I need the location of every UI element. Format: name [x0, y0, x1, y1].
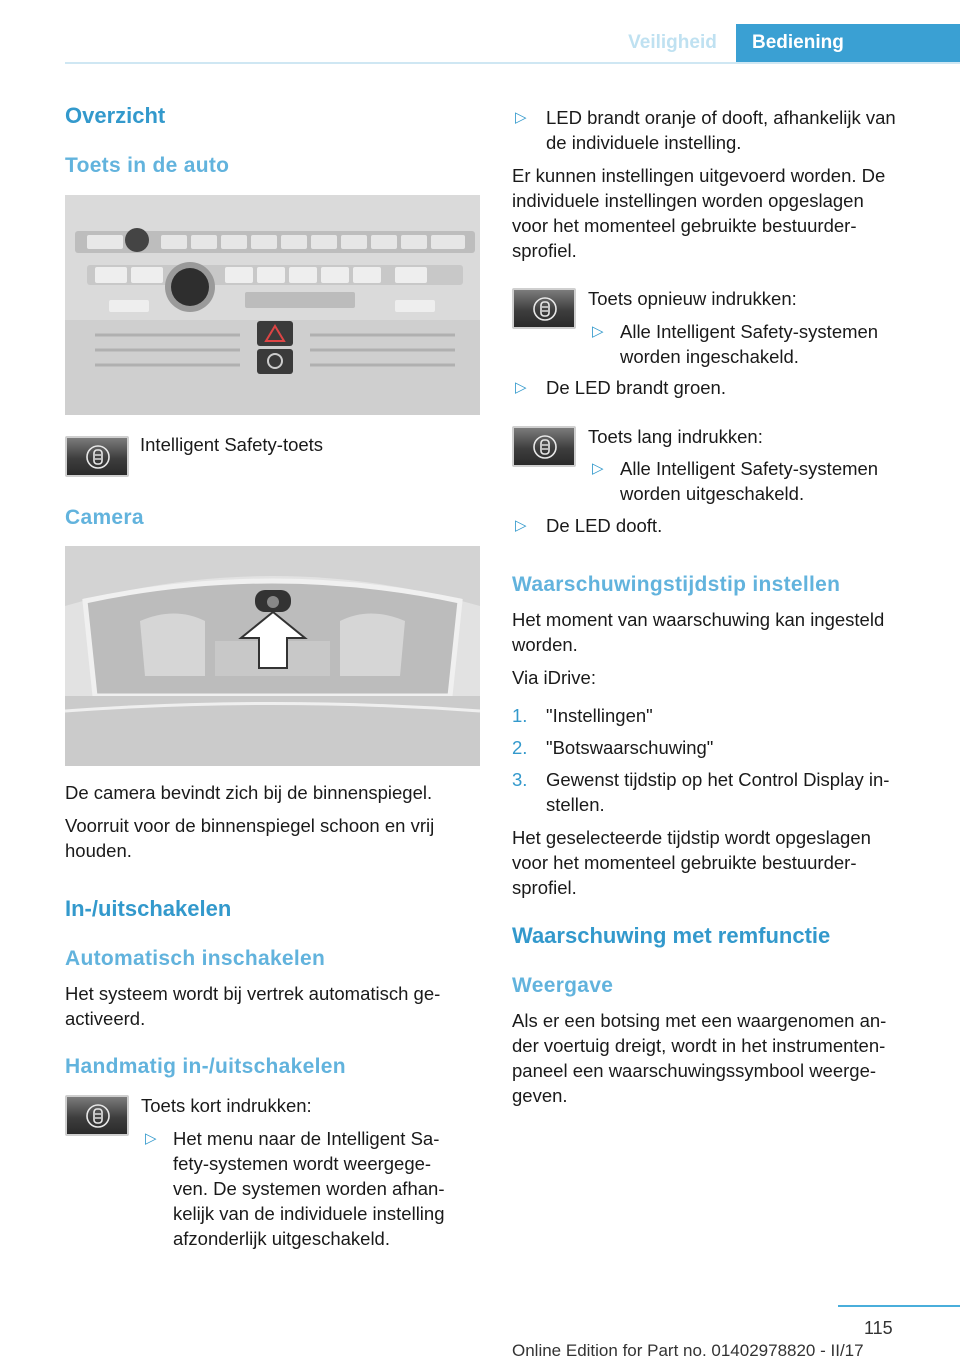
opnieuw-bullet-line-1: Alle Intelligent Safety-systemen	[620, 321, 879, 342]
intelligent-safety-button-image	[65, 436, 129, 477]
waarsch-line-1: Het moment van waarschuwing kan ingesteld	[512, 609, 885, 630]
step-1: "Instellingen"	[546, 705, 653, 726]
footer-edition: Online Edition for Part no. 01402978820 - II/17	[512, 1341, 864, 1360]
step-number: 3.	[512, 769, 528, 790]
heading-handmatig: Handmatig in-/uitschakelen	[65, 1055, 346, 1078]
heading-automatisch-inschakelen: Automatisch inschakelen	[65, 947, 326, 970]
tab-veiligheid[interactable]: Veiligheid	[628, 32, 717, 53]
kort-bullet-line-2: fety-systemen wordt weergege‐	[173, 1153, 432, 1174]
instellingen-line-4: sprofiel.	[512, 240, 577, 261]
waarsch-line-2: worden.	[512, 634, 578, 655]
step-number: 1.	[512, 705, 528, 726]
bullet-icon: ▷	[515, 109, 527, 126]
step-number: 2.	[512, 737, 528, 758]
heading-waarschuwing-remfunctie: Waarschuwing met remfunctie	[512, 923, 831, 948]
weergave-line-1: Als er een botsing met een waargenomen an‐	[512, 1010, 887, 1031]
via-idrive: Via iDrive:	[512, 667, 596, 688]
intelligent-safety-icon	[85, 444, 111, 470]
weergave-line-2: der voertuig dreigt, wordt in het instrumenten‐	[512, 1035, 886, 1056]
heading-overzicht: Overzicht	[65, 103, 166, 128]
footer-rule	[838, 1305, 960, 1307]
camera-paragraph-1: De camera bevindt zich bij de binnenspiegel.	[65, 782, 433, 803]
toets-kort-indrukken: Toets kort indrukken:	[141, 1095, 312, 1116]
bullet-icon: ▷	[515, 379, 527, 396]
intelligent-safety-icon	[532, 434, 558, 460]
led-bullet-line-2: de individuele instelling.	[546, 132, 742, 153]
lang-bullet-line-1: Alle Intelligent Safety-systemen	[620, 458, 879, 479]
intelligent-safety-button-image	[512, 426, 576, 467]
led-groen: De LED brandt groen.	[546, 377, 726, 398]
geselecteerd-line-1: Het geselecteerde tijdstip wordt opgeslagen	[512, 827, 871, 848]
photo-dashboard-buttons	[65, 195, 480, 415]
bullet-icon: ▷	[592, 460, 604, 477]
geselecteerd-line-2: voor het momenteel gebruikte bestuurder‐	[512, 852, 857, 873]
lang-bullet-line-2: worden uitgeschakeld.	[620, 483, 805, 504]
geselecteerd-line-3: sprofiel.	[512, 877, 577, 898]
weergave-line-3: paneel een waarschuwingssymbool weerge‐	[512, 1060, 877, 1081]
caption-intelligent-safety-toets: Intelligent Safety-toets	[140, 434, 324, 455]
kort-bullet-line-1: Het menu naar de Intelligent Sa‐	[173, 1128, 440, 1149]
heading-waarschuwingstijdstip: Waarschuwingstijdstip instellen	[512, 573, 841, 596]
heading-camera: Camera	[65, 506, 144, 529]
step-3-line-2: stellen.	[546, 794, 605, 815]
step-2: "Botswaarschuwing"	[546, 737, 714, 758]
tab-bediening[interactable]: Bediening	[736, 24, 960, 62]
bullet-icon: ▷	[145, 1130, 157, 1147]
intelligent-safety-icon	[85, 1103, 111, 1129]
page-number: 115	[864, 1318, 893, 1338]
heading-weergave: Weergave	[512, 974, 614, 997]
kort-bullet-line-5: afzonderlijk uitgeschakeld.	[173, 1228, 390, 1249]
intelligent-safety-button-image	[512, 288, 576, 329]
heading-in-uitschakelen: In-/uitschakelen	[65, 896, 232, 921]
auto-line-1: Het systeem wordt bij vertrek automatisch ge‐	[65, 983, 441, 1004]
weergave-line-4: geven.	[512, 1085, 568, 1106]
led-dooft: De LED dooft.	[546, 515, 663, 536]
intelligent-safety-button-image	[65, 1095, 129, 1136]
intelligent-safety-icon	[532, 296, 558, 322]
camera-paragraph-2-line-2: houden.	[65, 840, 132, 861]
auto-line-2: activeerd.	[65, 1008, 146, 1029]
instellingen-line-1: Er kunnen instellingen uitgevoerd worden. De	[512, 165, 886, 186]
toets-lang-indrukken: Toets lang indrukken:	[588, 426, 763, 447]
camera-paragraph-2-line-1: Voorruit voor de binnenspiegel schoon en vrij	[65, 815, 435, 836]
kort-bullet-line-3: ven. De systemen worden afhan‐	[173, 1178, 445, 1199]
opnieuw-bullet-line-2: worden ingeschakeld.	[620, 346, 799, 367]
heading-toets-in-de-auto: Toets in de auto	[65, 154, 230, 177]
instellingen-line-3: voor het momenteel gebruikte bestuurder‐	[512, 215, 857, 236]
toets-opnieuw-indrukken: Toets opnieuw indrukken:	[588, 288, 797, 309]
step-3-line-1: Gewenst tijdstip op het Control Display in‐	[546, 769, 890, 790]
bullet-icon: ▷	[515, 517, 527, 534]
bullet-icon: ▷	[592, 323, 604, 340]
header-rule	[65, 62, 960, 64]
led-bullet-line-1: LED brandt oranje of dooft, afhankelijk van	[546, 107, 896, 128]
photo-camera-mirror	[65, 546, 480, 766]
kort-bullet-line-4: kelijk van de individuele instelling	[173, 1203, 445, 1224]
instellingen-line-2: individuele instellingen worden opgeslagen	[512, 190, 864, 211]
